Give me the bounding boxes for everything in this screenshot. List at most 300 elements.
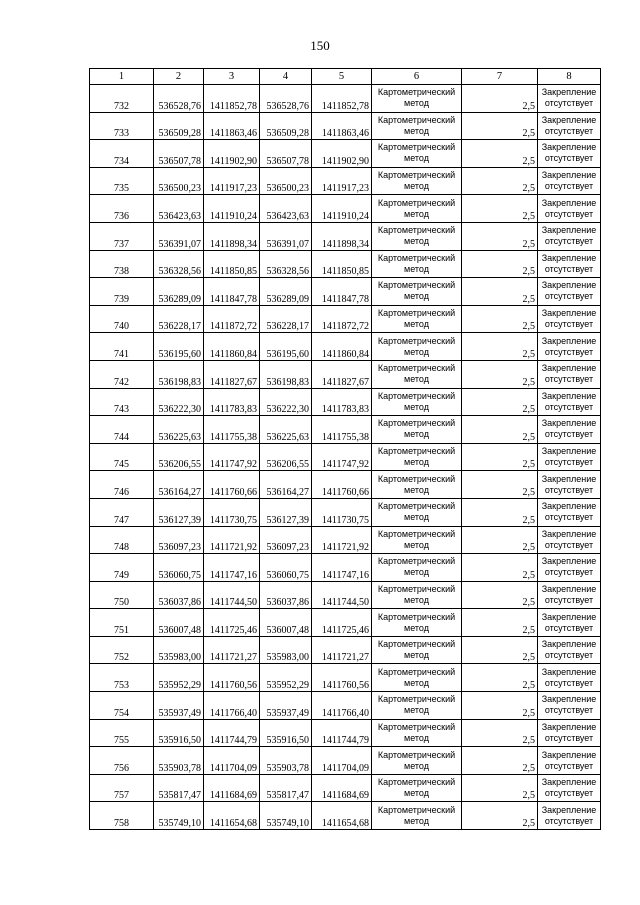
x-coordinate-cell: 536391,07 <box>260 222 312 250</box>
method-cell <box>372 581 462 609</box>
fixation-text: отсутствует <box>544 374 594 385</box>
fixation-text: Закрепление <box>541 721 597 732</box>
point-number-cell: 751 <box>90 609 154 637</box>
header-cell: 4 <box>260 69 312 85</box>
accuracy-cell: 2,5 <box>462 443 538 471</box>
accuracy-cell: 2,5 <box>462 498 538 526</box>
fixation-text: Закрепление <box>541 390 597 401</box>
method-text: Картометрический <box>377 666 456 677</box>
y-coordinate-cell: 1411766,40 <box>204 692 260 720</box>
fixation-text: отсутствует <box>544 457 594 468</box>
method-text: Картометрический <box>377 418 456 429</box>
method-text: Картометрический <box>377 749 456 760</box>
accuracy-cell: 2,5 <box>462 167 538 195</box>
accuracy-cell: 2,5 <box>462 112 538 140</box>
method-text: Картометрический <box>377 114 456 125</box>
table-row <box>90 443 601 471</box>
method-text: Картометрический <box>377 611 456 622</box>
fixation-text: Закрепление <box>541 639 597 650</box>
method-text: метод <box>404 125 429 136</box>
x-coordinate-cell: 535952,29 <box>154 664 204 692</box>
y-coordinate-cell: 1411898,34 <box>312 222 372 250</box>
table-row <box>90 554 601 582</box>
table-row <box>90 719 601 747</box>
method-cell <box>372 222 462 250</box>
method-text: Картометрический <box>377 639 456 650</box>
method-text: Картометрический <box>377 363 456 374</box>
y-coordinate-cell: 1411684,69 <box>204 774 260 802</box>
point-number-cell: 755 <box>90 719 154 747</box>
table-row <box>90 333 601 361</box>
method-cell <box>372 333 462 361</box>
fixation-cell <box>538 416 601 444</box>
method-text: метод <box>404 429 429 440</box>
method-text: Картометрический <box>377 252 456 263</box>
method-text: Картометрический <box>377 721 456 732</box>
fixation-text: отсутствует <box>544 346 594 357</box>
method-text: метод <box>404 732 429 743</box>
method-text: метод <box>404 760 429 771</box>
method-cell <box>372 140 462 168</box>
x-coordinate-cell: 535916,50 <box>154 719 204 747</box>
accuracy-cell: 2,5 <box>462 416 538 444</box>
table-row <box>90 609 601 637</box>
method-text: Картометрический <box>377 528 456 539</box>
method-text: метод <box>404 567 429 578</box>
y-coordinate-cell: 1411847,78 <box>204 278 260 306</box>
point-number-cell: 740 <box>90 305 154 333</box>
x-coordinate-cell: 536225,63 <box>260 416 312 444</box>
y-coordinate-cell: 1411654,68 <box>312 802 372 830</box>
point-number-cell: 743 <box>90 388 154 416</box>
y-coordinate-cell: 1411744,50 <box>312 581 372 609</box>
fixation-text: Закрепление <box>541 611 597 622</box>
x-coordinate-cell: 535903,78 <box>260 747 312 775</box>
fixation-cell <box>538 112 601 140</box>
method-text: Картометрический <box>377 87 456 98</box>
method-text: метод <box>404 512 429 523</box>
y-coordinate-cell: 1411827,67 <box>204 360 260 388</box>
fixation-text: отсутствует <box>544 622 594 633</box>
method-text: метод <box>404 181 429 192</box>
accuracy-cell: 2,5 <box>462 471 538 499</box>
point-number-cell: 752 <box>90 636 154 664</box>
point-number-cell: 748 <box>90 526 154 554</box>
y-coordinate-cell: 1411827,67 <box>312 360 372 388</box>
fixation-cell <box>538 747 601 775</box>
y-coordinate-cell: 1411744,79 <box>312 719 372 747</box>
accuracy-cell: 2,5 <box>462 664 538 692</box>
y-coordinate-cell: 1411863,46 <box>312 112 372 140</box>
table-row <box>90 498 601 526</box>
fixation-cell <box>538 388 601 416</box>
fixation-text: Закрепление <box>541 749 597 760</box>
x-coordinate-cell: 536289,09 <box>154 278 204 306</box>
y-coordinate-cell: 1411725,46 <box>312 609 372 637</box>
point-number-cell: 746 <box>90 471 154 499</box>
method-text: метод <box>404 153 429 164</box>
y-coordinate-cell: 1411766,40 <box>312 692 372 720</box>
point-number-cell: 738 <box>90 250 154 278</box>
x-coordinate-cell: 536060,75 <box>154 554 204 582</box>
point-number-cell: 753 <box>90 664 154 692</box>
x-coordinate-cell: 536195,60 <box>260 333 312 361</box>
point-number-cell: 750 <box>90 581 154 609</box>
accuracy-cell: 2,5 <box>462 388 538 416</box>
method-cell <box>372 774 462 802</box>
fixation-text: отсутствует <box>544 594 594 605</box>
accuracy-cell: 2,5 <box>462 609 538 637</box>
table-row <box>90 278 601 306</box>
y-coordinate-cell: 1411704,09 <box>312 747 372 775</box>
y-coordinate-cell: 1411760,56 <box>312 664 372 692</box>
y-coordinate-cell: 1411725,46 <box>204 609 260 637</box>
x-coordinate-cell: 536328,56 <box>154 250 204 278</box>
fixation-text: Закрепление <box>541 225 597 236</box>
fixation-text: отсутствует <box>544 760 594 771</box>
x-coordinate-cell: 536037,86 <box>260 581 312 609</box>
fixation-text: отсутствует <box>544 677 594 688</box>
fixation-cell <box>538 167 601 195</box>
y-coordinate-cell: 1411744,79 <box>204 719 260 747</box>
y-coordinate-cell: 1411721,27 <box>312 636 372 664</box>
header-cell: 8 <box>538 69 601 85</box>
fixation-text: Закрепление <box>541 556 597 567</box>
point-number-cell: 745 <box>90 443 154 471</box>
method-text: Картометрический <box>377 225 456 236</box>
method-cell <box>372 195 462 223</box>
y-coordinate-cell: 1411917,23 <box>204 167 260 195</box>
fixation-text: Закрепление <box>541 694 597 705</box>
method-text: Картометрический <box>377 777 456 788</box>
method-text: Картометрический <box>377 335 456 346</box>
method-text: Картометрический <box>377 308 456 319</box>
y-coordinate-cell: 1411902,90 <box>312 140 372 168</box>
accuracy-cell: 2,5 <box>462 360 538 388</box>
x-coordinate-cell: 536195,60 <box>154 333 204 361</box>
x-coordinate-cell: 536198,83 <box>154 360 204 388</box>
table-row <box>90 581 601 609</box>
method-cell <box>372 388 462 416</box>
method-cell <box>372 471 462 499</box>
method-text: Картометрический <box>377 280 456 291</box>
fixation-text: Закрепление <box>541 335 597 346</box>
fixation-text: отсутствует <box>544 181 594 192</box>
y-coordinate-cell: 1411721,92 <box>312 526 372 554</box>
fixation-cell <box>538 498 601 526</box>
y-coordinate-cell: 1411755,38 <box>312 416 372 444</box>
method-text: Картометрический <box>377 501 456 512</box>
fixation-text: Закрепление <box>541 114 597 125</box>
fixation-text: отсутствует <box>544 236 594 247</box>
y-coordinate-cell: 1411721,27 <box>204 636 260 664</box>
point-number-cell: 756 <box>90 747 154 775</box>
fixation-cell <box>538 581 601 609</box>
accuracy-cell: 2,5 <box>462 636 538 664</box>
y-coordinate-cell: 1411744,50 <box>204 581 260 609</box>
method-cell <box>372 664 462 692</box>
fixation-text: отсутствует <box>544 125 594 136</box>
method-text: Картометрический <box>377 694 456 705</box>
point-number-cell: 754 <box>90 692 154 720</box>
point-number-cell: 742 <box>90 360 154 388</box>
point-number-cell: 737 <box>90 222 154 250</box>
fixation-text: отсутствует <box>544 567 594 578</box>
fixation-text: отсутствует <box>544 291 594 302</box>
method-text: метод <box>404 705 429 716</box>
header-cell: 2 <box>154 69 204 85</box>
method-cell <box>372 526 462 554</box>
accuracy-cell: 2,5 <box>462 719 538 747</box>
y-coordinate-cell: 1411910,24 <box>204 195 260 223</box>
x-coordinate-cell: 536507,78 <box>260 140 312 168</box>
method-text: Картометрический <box>377 170 456 181</box>
x-coordinate-cell: 536198,83 <box>260 360 312 388</box>
method-text: метод <box>404 98 429 109</box>
table-body <box>90 85 601 830</box>
fixation-cell <box>538 636 601 664</box>
fixation-cell <box>538 333 601 361</box>
method-text: метод <box>404 236 429 247</box>
method-text: метод <box>404 401 429 412</box>
fixation-text: Закрепление <box>541 142 597 153</box>
accuracy-cell: 2,5 <box>462 305 538 333</box>
method-cell <box>372 692 462 720</box>
x-coordinate-cell: 536423,63 <box>154 195 204 223</box>
method-cell <box>372 360 462 388</box>
fixation-text: отсутствует <box>544 484 594 495</box>
accuracy-cell: 2,5 <box>462 692 538 720</box>
x-coordinate-cell: 536507,78 <box>154 140 204 168</box>
point-number-cell: 744 <box>90 416 154 444</box>
table-row <box>90 167 601 195</box>
x-coordinate-cell: 536423,63 <box>260 195 312 223</box>
fixation-cell <box>538 222 601 250</box>
header-cell: 7 <box>462 69 538 85</box>
method-text: метод <box>404 319 429 330</box>
accuracy-cell: 2,5 <box>462 140 538 168</box>
method-text: Картометрический <box>377 804 456 815</box>
table-row <box>90 747 601 775</box>
point-number-cell: 739 <box>90 278 154 306</box>
x-coordinate-cell: 536328,56 <box>260 250 312 278</box>
fixation-text: Закрепление <box>541 583 597 594</box>
x-coordinate-cell: 536500,23 <box>260 167 312 195</box>
y-coordinate-cell: 1411850,85 <box>204 250 260 278</box>
y-coordinate-cell: 1411872,72 <box>312 305 372 333</box>
x-coordinate-cell: 536228,17 <box>154 305 204 333</box>
fixation-text: Закрепление <box>541 666 597 677</box>
method-cell <box>372 416 462 444</box>
fixation-text: Закрепление <box>541 804 597 815</box>
fixation-cell <box>538 85 601 113</box>
accuracy-cell: 2,5 <box>462 333 538 361</box>
table-row <box>90 636 601 664</box>
x-coordinate-cell: 536127,39 <box>260 498 312 526</box>
table-row <box>90 774 601 802</box>
x-coordinate-cell: 535749,10 <box>154 802 204 830</box>
fixation-cell <box>538 802 601 830</box>
fixation-text: Закрепление <box>541 308 597 319</box>
fixation-cell <box>538 443 601 471</box>
point-number-cell: 749 <box>90 554 154 582</box>
table-row <box>90 140 601 168</box>
method-cell <box>372 747 462 775</box>
method-cell <box>372 250 462 278</box>
header-cell: 6 <box>372 69 462 85</box>
fixation-cell <box>538 278 601 306</box>
method-text: Картометрический <box>377 446 456 457</box>
y-coordinate-cell: 1411860,84 <box>204 333 260 361</box>
method-text: Картометрический <box>377 473 456 484</box>
point-number-cell: 734 <box>90 140 154 168</box>
header-cell: 1 <box>90 69 154 85</box>
method-text: Картометрический <box>377 556 456 567</box>
header-cell: 5 <box>312 69 372 85</box>
y-coordinate-cell: 1411704,09 <box>204 747 260 775</box>
x-coordinate-cell: 535817,47 <box>154 774 204 802</box>
accuracy-cell: 2,5 <box>462 554 538 582</box>
fixation-cell <box>538 719 601 747</box>
table-row <box>90 222 601 250</box>
table-row <box>90 360 601 388</box>
fixation-cell <box>538 774 601 802</box>
method-text: метод <box>404 650 429 661</box>
x-coordinate-cell: 535916,50 <box>260 719 312 747</box>
method-cell <box>372 278 462 306</box>
point-number-cell: 736 <box>90 195 154 223</box>
x-coordinate-cell: 536206,55 <box>260 443 312 471</box>
fixation-text: Закрепление <box>541 197 597 208</box>
method-cell <box>372 85 462 113</box>
x-coordinate-cell: 536007,48 <box>260 609 312 637</box>
y-coordinate-cell: 1411852,78 <box>312 85 372 113</box>
fixation-text: отсутствует <box>544 263 594 274</box>
fixation-text: отсутствует <box>544 429 594 440</box>
method-cell <box>372 498 462 526</box>
point-number-cell: 732 <box>90 85 154 113</box>
fixation-cell <box>538 195 601 223</box>
y-coordinate-cell: 1411898,34 <box>204 222 260 250</box>
y-coordinate-cell: 1411760,66 <box>312 471 372 499</box>
x-coordinate-cell: 536007,48 <box>154 609 204 637</box>
accuracy-cell: 2,5 <box>462 195 538 223</box>
x-coordinate-cell: 536097,23 <box>154 526 204 554</box>
fixation-text: Закрепление <box>541 777 597 788</box>
method-text: метод <box>404 622 429 633</box>
accuracy-cell: 2,5 <box>462 250 538 278</box>
y-coordinate-cell: 1411852,78 <box>204 85 260 113</box>
fixation-text: отсутствует <box>544 732 594 743</box>
coordinates-table <box>89 68 601 830</box>
x-coordinate-cell: 536528,76 <box>154 85 204 113</box>
x-coordinate-cell: 536037,86 <box>154 581 204 609</box>
method-text: Картометрический <box>377 142 456 153</box>
table-row <box>90 85 601 113</box>
x-coordinate-cell: 536509,28 <box>154 112 204 140</box>
table-row <box>90 526 601 554</box>
table-row <box>90 802 601 830</box>
x-coordinate-cell: 536222,30 <box>154 388 204 416</box>
page-number: 150 <box>310 38 330 53</box>
y-coordinate-cell: 1411747,92 <box>312 443 372 471</box>
y-coordinate-cell: 1411783,83 <box>312 388 372 416</box>
method-text: Картометрический <box>377 197 456 208</box>
table-row <box>90 664 601 692</box>
fixation-cell <box>538 554 601 582</box>
y-coordinate-cell: 1411747,16 <box>204 554 260 582</box>
method-text: Картометрический <box>377 583 456 594</box>
method-text: метод <box>404 594 429 605</box>
point-number-cell: 741 <box>90 333 154 361</box>
point-number-cell: 747 <box>90 498 154 526</box>
fixation-cell <box>538 471 601 499</box>
method-text: метод <box>404 263 429 274</box>
fixation-text: Закрепление <box>541 473 597 484</box>
fixation-text: отсутствует <box>544 153 594 164</box>
table-header <box>90 69 601 85</box>
y-coordinate-cell: 1411863,46 <box>204 112 260 140</box>
fixation-text: отсутствует <box>544 98 594 109</box>
x-coordinate-cell: 536060,75 <box>260 554 312 582</box>
header-row <box>90 69 601 85</box>
point-number-cell: 758 <box>90 802 154 830</box>
x-coordinate-cell: 536500,23 <box>154 167 204 195</box>
fixation-cell <box>538 140 601 168</box>
x-coordinate-cell: 536391,07 <box>154 222 204 250</box>
fixation-cell <box>538 526 601 554</box>
fixation-text: отсутствует <box>544 650 594 661</box>
y-coordinate-cell: 1411760,66 <box>204 471 260 499</box>
method-cell <box>372 167 462 195</box>
x-coordinate-cell: 536528,76 <box>260 85 312 113</box>
point-number-cell: 733 <box>90 112 154 140</box>
method-text: метод <box>404 484 429 495</box>
accuracy-cell: 2,5 <box>462 278 538 306</box>
point-number-cell: 757 <box>90 774 154 802</box>
fixation-cell <box>538 360 601 388</box>
fixation-text: отсутствует <box>544 401 594 412</box>
y-coordinate-cell: 1411684,69 <box>312 774 372 802</box>
fixation-text: Закрепление <box>541 418 597 429</box>
method-cell <box>372 443 462 471</box>
x-coordinate-cell: 536097,23 <box>260 526 312 554</box>
x-coordinate-cell: 536228,17 <box>260 305 312 333</box>
accuracy-cell: 2,5 <box>462 526 538 554</box>
x-coordinate-cell: 536164,27 <box>154 471 204 499</box>
header-cell: 3 <box>204 69 260 85</box>
fixation-text: Закрепление <box>541 446 597 457</box>
x-coordinate-cell: 536222,30 <box>260 388 312 416</box>
method-cell <box>372 636 462 664</box>
y-coordinate-cell: 1411872,72 <box>204 305 260 333</box>
accuracy-cell: 2,5 <box>462 802 538 830</box>
accuracy-cell: 2,5 <box>462 774 538 802</box>
method-cell <box>372 719 462 747</box>
method-cell <box>372 802 462 830</box>
method-text: метод <box>404 346 429 357</box>
table-row <box>90 388 601 416</box>
x-coordinate-cell: 536206,55 <box>154 443 204 471</box>
x-coordinate-cell: 535749,10 <box>260 802 312 830</box>
y-coordinate-cell: 1411730,75 <box>204 498 260 526</box>
x-coordinate-cell: 535937,49 <box>260 692 312 720</box>
fixation-text: отсутствует <box>544 539 594 550</box>
table-row <box>90 112 601 140</box>
method-text: метод <box>404 539 429 550</box>
method-text: метод <box>404 291 429 302</box>
fixation-text: отсутствует <box>544 208 594 219</box>
